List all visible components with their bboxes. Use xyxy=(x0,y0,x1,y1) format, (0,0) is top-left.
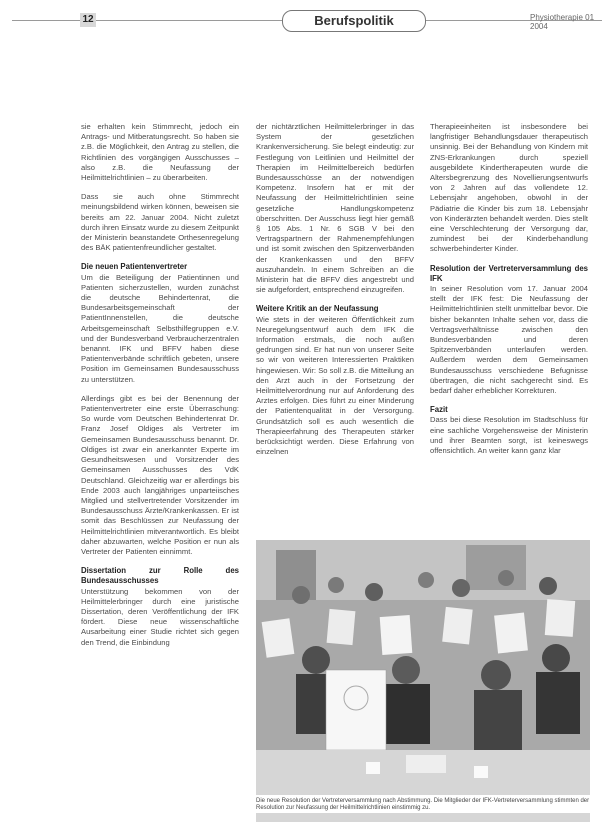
subheading: Resolution der Vertreterversammlung des IFK xyxy=(430,263,588,283)
section-title: Berufspolitik xyxy=(282,10,426,32)
meeting-photo-illustration xyxy=(256,540,590,822)
subheading: Weitere Kritik an der Neufassung xyxy=(256,304,379,314)
article-column-2 xyxy=(256,122,414,467)
paragraph: sie erhalten kein Stimmrecht, jedoch ein Antrags- und Mitberatungsrecht. So haben sie z.B. die Möglichkeit, den Antrag zu stellen, die Richtlinien des vorgängigen Ausschusses – also z.B. die Neufassung der Heilmittelrichtlinien – zu überarbeiten. xyxy=(81,122,239,183)
paragraph: der nichtärztlichen Heilmittelerbringer in das System der gesetzlichen Krankenversicherung. Sie belegt eindeutig: zur Festlegung von Leitlinien und Heilmittel der Therapien im Heilmittelbereich bedürfen Bundesausschüsse an der notwendigen Kompetenz. Insofern hat er mit der Neufassung der Heilmittelrichtlinien seine gesetzliche Handlungskompetenz überschritten. Der Ausschuss liegt hier gemäß § 105 Abs. 1 Nr. 6 SGB V bei den Vertragspartnern der Rahmenempfehlungen und ist somit zwischen den Spitzenverbänden der Krankenkassen und den BFFV auszuhandeln. In einem Schreiben an die Ministerin hat die BFFV dies angestrebt und sie aufgefordert, entsprechend einzugreifen. xyxy=(256,122,414,295)
article-column-3 xyxy=(430,122,588,465)
paragraph: Allerdings gibt es bei der Benennung der Patientenvertreter eine erste Überraschung: So wurde vom Deutschen Behindertenrat Dr. Franz Josef Oldiges als Vertreter im Gemeinsamen Bundesausschuss benannt. Dr. Oldiges ist zwar ein anerkannter Experte im Gesundheitswesen und Vorsitzender des Gemeinsamen Ausschusses des VdK Deutschland. Gleichzeitig war er allerdings bis Ende 2003 auch langjähriges unparteiisches Mitglied und stellvertretender Vorsitzender im Bundesausschuss Ärzte/Krankenkassen. Er ist somit das Beschlüssen zur Neufassung der Heilmittelrichtlinien mitverantwortlich. Es bleibt daher abzuwarten, welche Position er nun als Vertreter der Patienten einnimmt. xyxy=(81,393,239,556)
paragraph: Dass sie auch ohne Stimmrecht meinungsbildend wirken können, beweisen sie bereits am 22. Januar 2004. Nicht zuletzt durch ihren Einsatz wurde zu diesem Zeitpunkt der Ministerin beanstandete Orthesenregelung des BÄK patientenfreundlicher gestaltet. xyxy=(81,192,239,253)
paragraph: In seiner Resolution vom 17. Januar 2004 stellt der IFK fest: Die Neufassung der Heilmittelrichtlinien stellt unmittelbar bevor. Die bisher bekannten Inhalte sehen vor, dass die Vertragsverhältnisse zwischen den Bundesverbänden und deren Spitzenverbänden unterlaufen werden. Außerdem werden dem Gemeinsamen Bundesausschuss verschiedene Befugnisse übertragen, die nicht sachgerecht sind. Es bedarf daher erheblicher Korrekturen. xyxy=(430,284,588,396)
paragraph: Um die Beteiligung der Patientinnen und Patienten sicherzustellen, wurden zunächst die deutsche Behindertenrat, die Bundesarbeitsgemeinschaft der PatientInnenstellen, die deutsche Arbeitsgemeinschaft Selbsthilfegruppen e.V. und der Bundesverband Verbraucherzentralen benannt. IFK und BFFV haben diese Patientenverbände schriftlich gebeten, unsere Position im Gemeinsamen Bundesausschuss zu unterstützen. xyxy=(81,272,239,384)
photo-caption: Die neue Resolution der Vertreterversammlung nach Abstimmung. Die Mitglieder der IFK-Vertreterversammlung stimmten der Resolution zur Neufassung der Heilmittelrichtlinien einstimmig zu. xyxy=(256,795,590,813)
subheading: Die neuen Patientenvertreter xyxy=(81,262,188,272)
issue-reference: Physiotherapie 01 2004 xyxy=(530,13,595,31)
paragraph: Dass bei diese Resolution im Stadtschluss für eine sachliche Vorgehensweise der Ministerin und ihrer Beamten sorgt, ist keineswegs offensichtlich. An weiter kann ganz klar xyxy=(430,415,588,456)
paragraph: Wie stets in der weiteren Öffentlichkeit zum Neuregelungsentwurf auch dem IFK die Information erstmals, die noch außen gedrungen sind. Er hat nun von unserer Seite so wir von weiteren Interessierten Praktiken hingewiesen. Wir: So soll z.B. die Mitteilung an den Arzt auch in der Fortsetzung der Heilmittelverordnung nur auf Anforderung des Arztes erfolgen. Dies führt zu einer Minderung der Patientenqualität in der Versorgung. Grundsätzlich soll es auch wesentlich die Therapieerfahrung des Therapeuten stärker berücksichtigt werden. Diese Erfahrung von einzelnen xyxy=(256,314,414,457)
paragraph: Therapieeinheiten ist insbesondere bei langfristiger Behandlungsdauer therapeutisch unsinnig. Bei der Behandlung von Kindern mit ZNS-Erkrankungen durch speziell ausgebildete Kindertherapeuten wurde die Altersbegrenzung des Novellierungsentwurfs von 2 Jahren auf das vollendete 12. Lebensjahr angehoben, obwohl in der Pädiatrie die Kinder bis zum 18. Lebensjahr von Kinderärzten behandelt werden. Dies stellt eine Verschlechterung der Versorgung dar, zumindest bei der Kinderbehandlung schwerbehinderter Kinder. xyxy=(430,122,588,254)
meeting-photo xyxy=(256,540,590,822)
subheading: Fazit xyxy=(430,405,448,415)
paragraph: Unterstützung bekommen von der Heilmittelerbringer durch eine juristische Dissertation, deren Veröffentlichung der IFK fördert. Diese neue wissenschaftliche Ausarbeitung einer Studie richtet sich gegen den Trend, die Einbindung xyxy=(81,586,239,647)
article-column-1 xyxy=(81,122,239,657)
subheading: Dissertation zur Rolle des Bundesausschusses xyxy=(81,566,239,586)
page-number: 12 xyxy=(80,13,96,27)
